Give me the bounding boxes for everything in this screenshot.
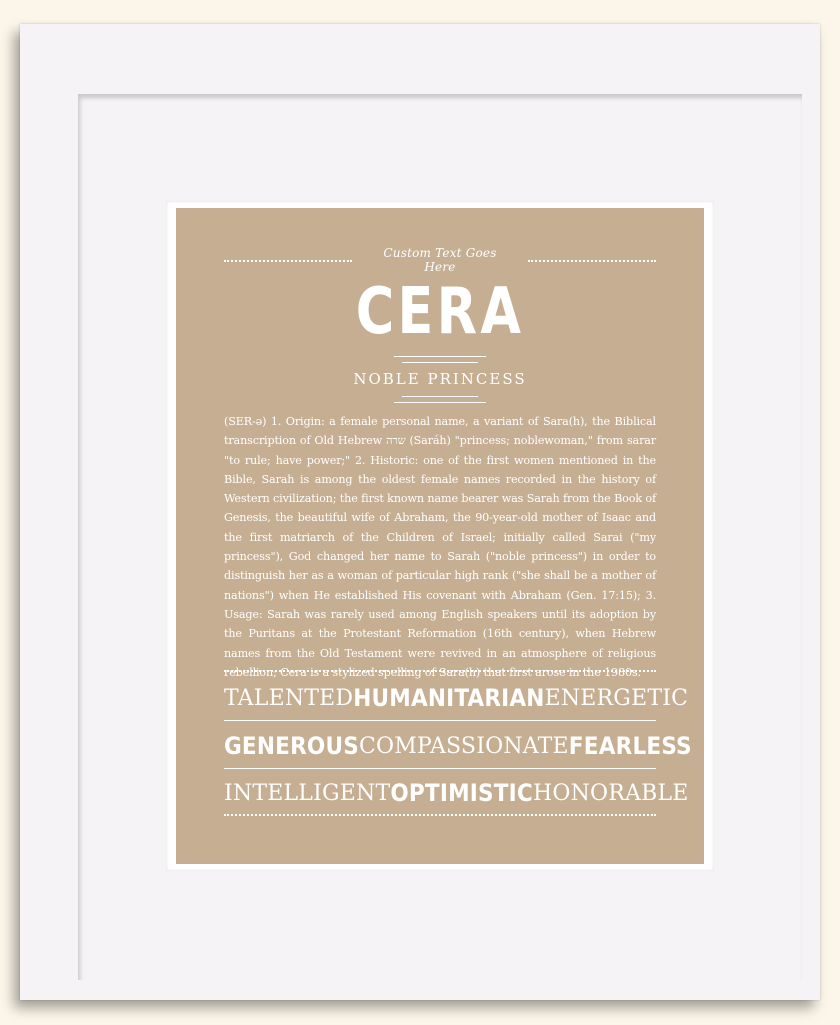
title-rule-bottom-2: [394, 402, 486, 403]
trait-word: ENERGETIC: [544, 685, 689, 711]
trait-word: HUMANITARIAN: [353, 684, 545, 712]
traits-row-2: [224, 728, 692, 764]
traits-divider-1: [224, 720, 656, 721]
dotted-rule-traits-top: [224, 670, 656, 672]
traits-row-1: [224, 680, 689, 716]
trait-word: OPTIMISTIC: [390, 779, 533, 807]
trait-word: TALENTED: [224, 685, 354, 711]
name-meaning: NOBLE PRINCESS: [353, 370, 527, 388]
trait-word: COMPASSIONATE: [358, 733, 569, 759]
trait-word: HONORABLE: [532, 780, 689, 806]
dotted-rule-right: [528, 260, 656, 262]
trait-word: INTELLIGENT: [224, 780, 391, 806]
name-print: [176, 208, 704, 864]
traits-divider-2: [224, 768, 656, 769]
traits-row-3: [224, 775, 689, 811]
picture-frame: [20, 24, 820, 1000]
dotted-rule-left: [224, 260, 352, 262]
name-title: CERA: [355, 275, 525, 349]
name-definition: (SER-ə) 1. Origin: a female personal name, a variant of Sara(h), the Biblical transcription of Old Hebrew שרה (Saráh) "princess; noblewoman," from sarar "to rule; have power;" 2. Historic: one of the first women mentioned in the Bible, Sarah is among the oldest female names recorded in the history of Western civilization; the first known name bearer was Sarah from the Book of Genesis, the beautiful wife of Abraham, the 90-year-old mother of Isaac and the first matriarch of the Children of Israel; initially called Sarai ("my princess"), God changed her name to Sarah ("noble princess") in order to distinguish her as a woman of particular high rank ("she shall be a mother of nations") when He established His covenant with Abraham (Gen. 17:15); 3. Usage: Sarah was rarely used among English speakers until its adoption by the Puritans at the Protestant Reformation (16th century), when Hebrew names from the Old Testament were revived in an atmosphere of religious rebellion; Cera is a stylized spelling of Sara(h) that first arose in the 1980s.: [224, 415, 656, 679]
title-rule-top-2: [402, 362, 478, 363]
title-rule-bottom: [402, 396, 478, 397]
title-rule-top: [394, 356, 486, 357]
custom-text: Custom Text Goes Here: [383, 246, 497, 274]
trait-word: FEARLESS: [568, 732, 692, 760]
trait-word: GENEROUS: [224, 732, 359, 760]
dotted-rule-traits-bottom: [224, 814, 656, 816]
